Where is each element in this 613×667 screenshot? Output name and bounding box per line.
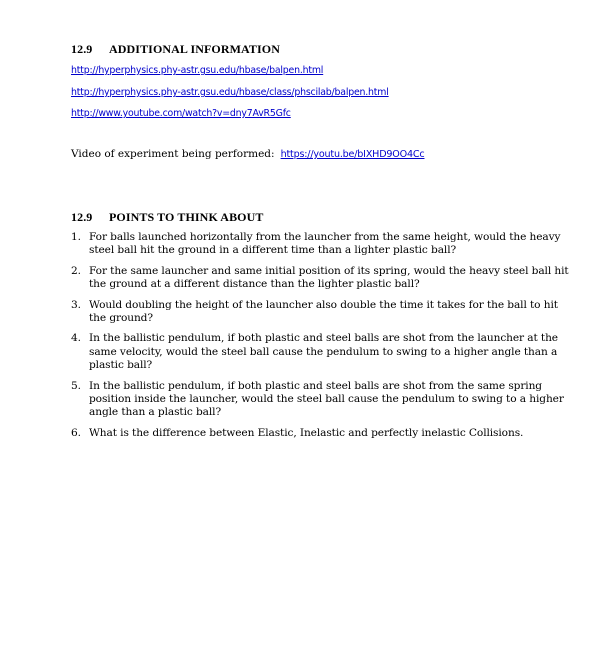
section-number: 12.9 [71,42,93,56]
section-heading-points [71,210,264,225]
list-item [71,231,576,258]
section-number: 12.9 [71,210,93,224]
question-number: 5. [71,379,81,392]
question-number: 3. [71,298,81,311]
question-text: Would doubling the height of the launcher also double the time it takes for the ball to hit the ground? [89,298,558,325]
video-label: Video of experiment being performed: [71,148,275,160]
video-link[interactable]: https://youtu.be/bIXHD9OO4Cc [280,149,425,160]
youtube-link[interactable]: http://www.youtube.com/watch?v=dny7AvR5Gfc [71,108,291,119]
question-number: 6. [71,426,81,439]
section-title: ADDITIONAL INFORMATION [109,42,280,56]
question-text: What is the difference between Elastic, Inelastic and perfectly inelastic Collisions. [89,426,524,439]
section-heading-additional-info [71,42,280,57]
question-text: For the same launcher and same initial position of its spring, would the heavy steel ball hit the ground at a different distance than the lighter plastic ball? [89,264,569,291]
hyperphysics-balpen-link[interactable]: http://hyperphysics.phy-astr.gsu.edu/hbase/balpen.html [71,65,324,76]
video-line [71,148,424,160]
question-text: For balls launched horizontally from the launcher from the same height, would the heavy steel ball hit the ground in a different time than a lighter plastic ball? [89,231,561,257]
question-text: In the ballistic pendulum, if both plastic and steel balls are shot from the same spring position inside the launcher, would the steel ball cause the pendulum to swing to a higher angle than a plastic ball? [89,379,564,419]
question-number: 2. [71,264,81,277]
question-text: In the ballistic pendulum, if both plastic and steel balls are shot from the launcher at the same velocity, would the steel ball cause the pendulum to swing to a higher angle than a plastic ball? [89,332,558,372]
list-item [71,427,576,440]
question-number: 1. [71,231,81,243]
questions-list [71,231,576,447]
list-item [71,380,576,420]
hyperphysics-phscilab-balpen-link[interactable]: http://hyperphysics.phy-astr.gsu.edu/hbase/class/phscilab/balpen.html [71,87,389,98]
question-number: 4. [71,332,81,345]
section-title: POINTS TO THINK ABOUT [109,210,264,224]
list-item [71,299,576,326]
list-item [71,265,576,292]
list-item [71,332,576,372]
